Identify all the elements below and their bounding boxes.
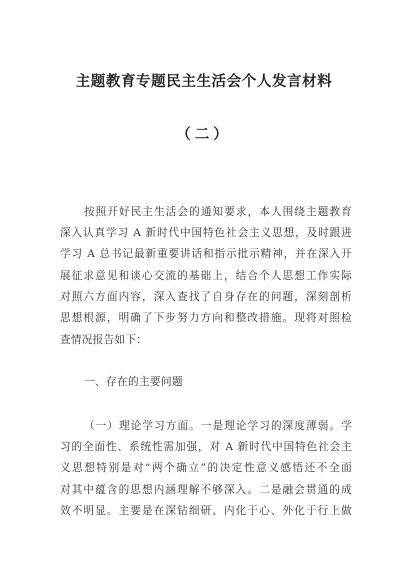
section1-line: 效不明显。主要是在深钻细研、内化于心、外化于行上做 <box>60 505 352 517</box>
section1-line: 义思想特别是对“两个确立”的决定性意义感悟还不全面 <box>60 462 352 474</box>
section1-line: （一）理论学习方面。一是理论学习的深度薄弱。学 <box>84 420 352 432</box>
intro-line: 对照六方面内容，深入查找了自身存在的问题，深刻剖析 <box>60 291 352 303</box>
intro-line: 展征求意见和谈心交流的基础上，结合个人思想工作实际 <box>60 270 352 282</box>
intro-line: 学习 A 总书记最新重要讲话和指示批示精神，并在深入开 <box>60 248 352 260</box>
section1-line: 习的全面性、系统性需加强，对 A 新时代中国特色社会主 <box>60 441 352 453</box>
intro-line: 思想根源，明确了下步努力方向和整改措施。现将对照检 <box>60 312 352 324</box>
document-title: 主题教育专题民主生活会个人发言材料 <box>75 74 333 90</box>
intro-line: 深入认真学习 A 新时代中国特色社会主义思想，及时跟进 <box>60 227 352 239</box>
intro-line: 查情况报告如下： <box>60 334 148 346</box>
intro-line: 按照开好民主生活会的通知要求，本人围绕主题教育 <box>84 206 352 218</box>
section1-line: 对其中蕴含的思想内涵理解不够深入。二是融会贯通的成 <box>60 484 352 496</box>
section-heading: 一、存在的主要问题 <box>84 376 183 388</box>
document-subtitle: （二） <box>176 127 232 143</box>
